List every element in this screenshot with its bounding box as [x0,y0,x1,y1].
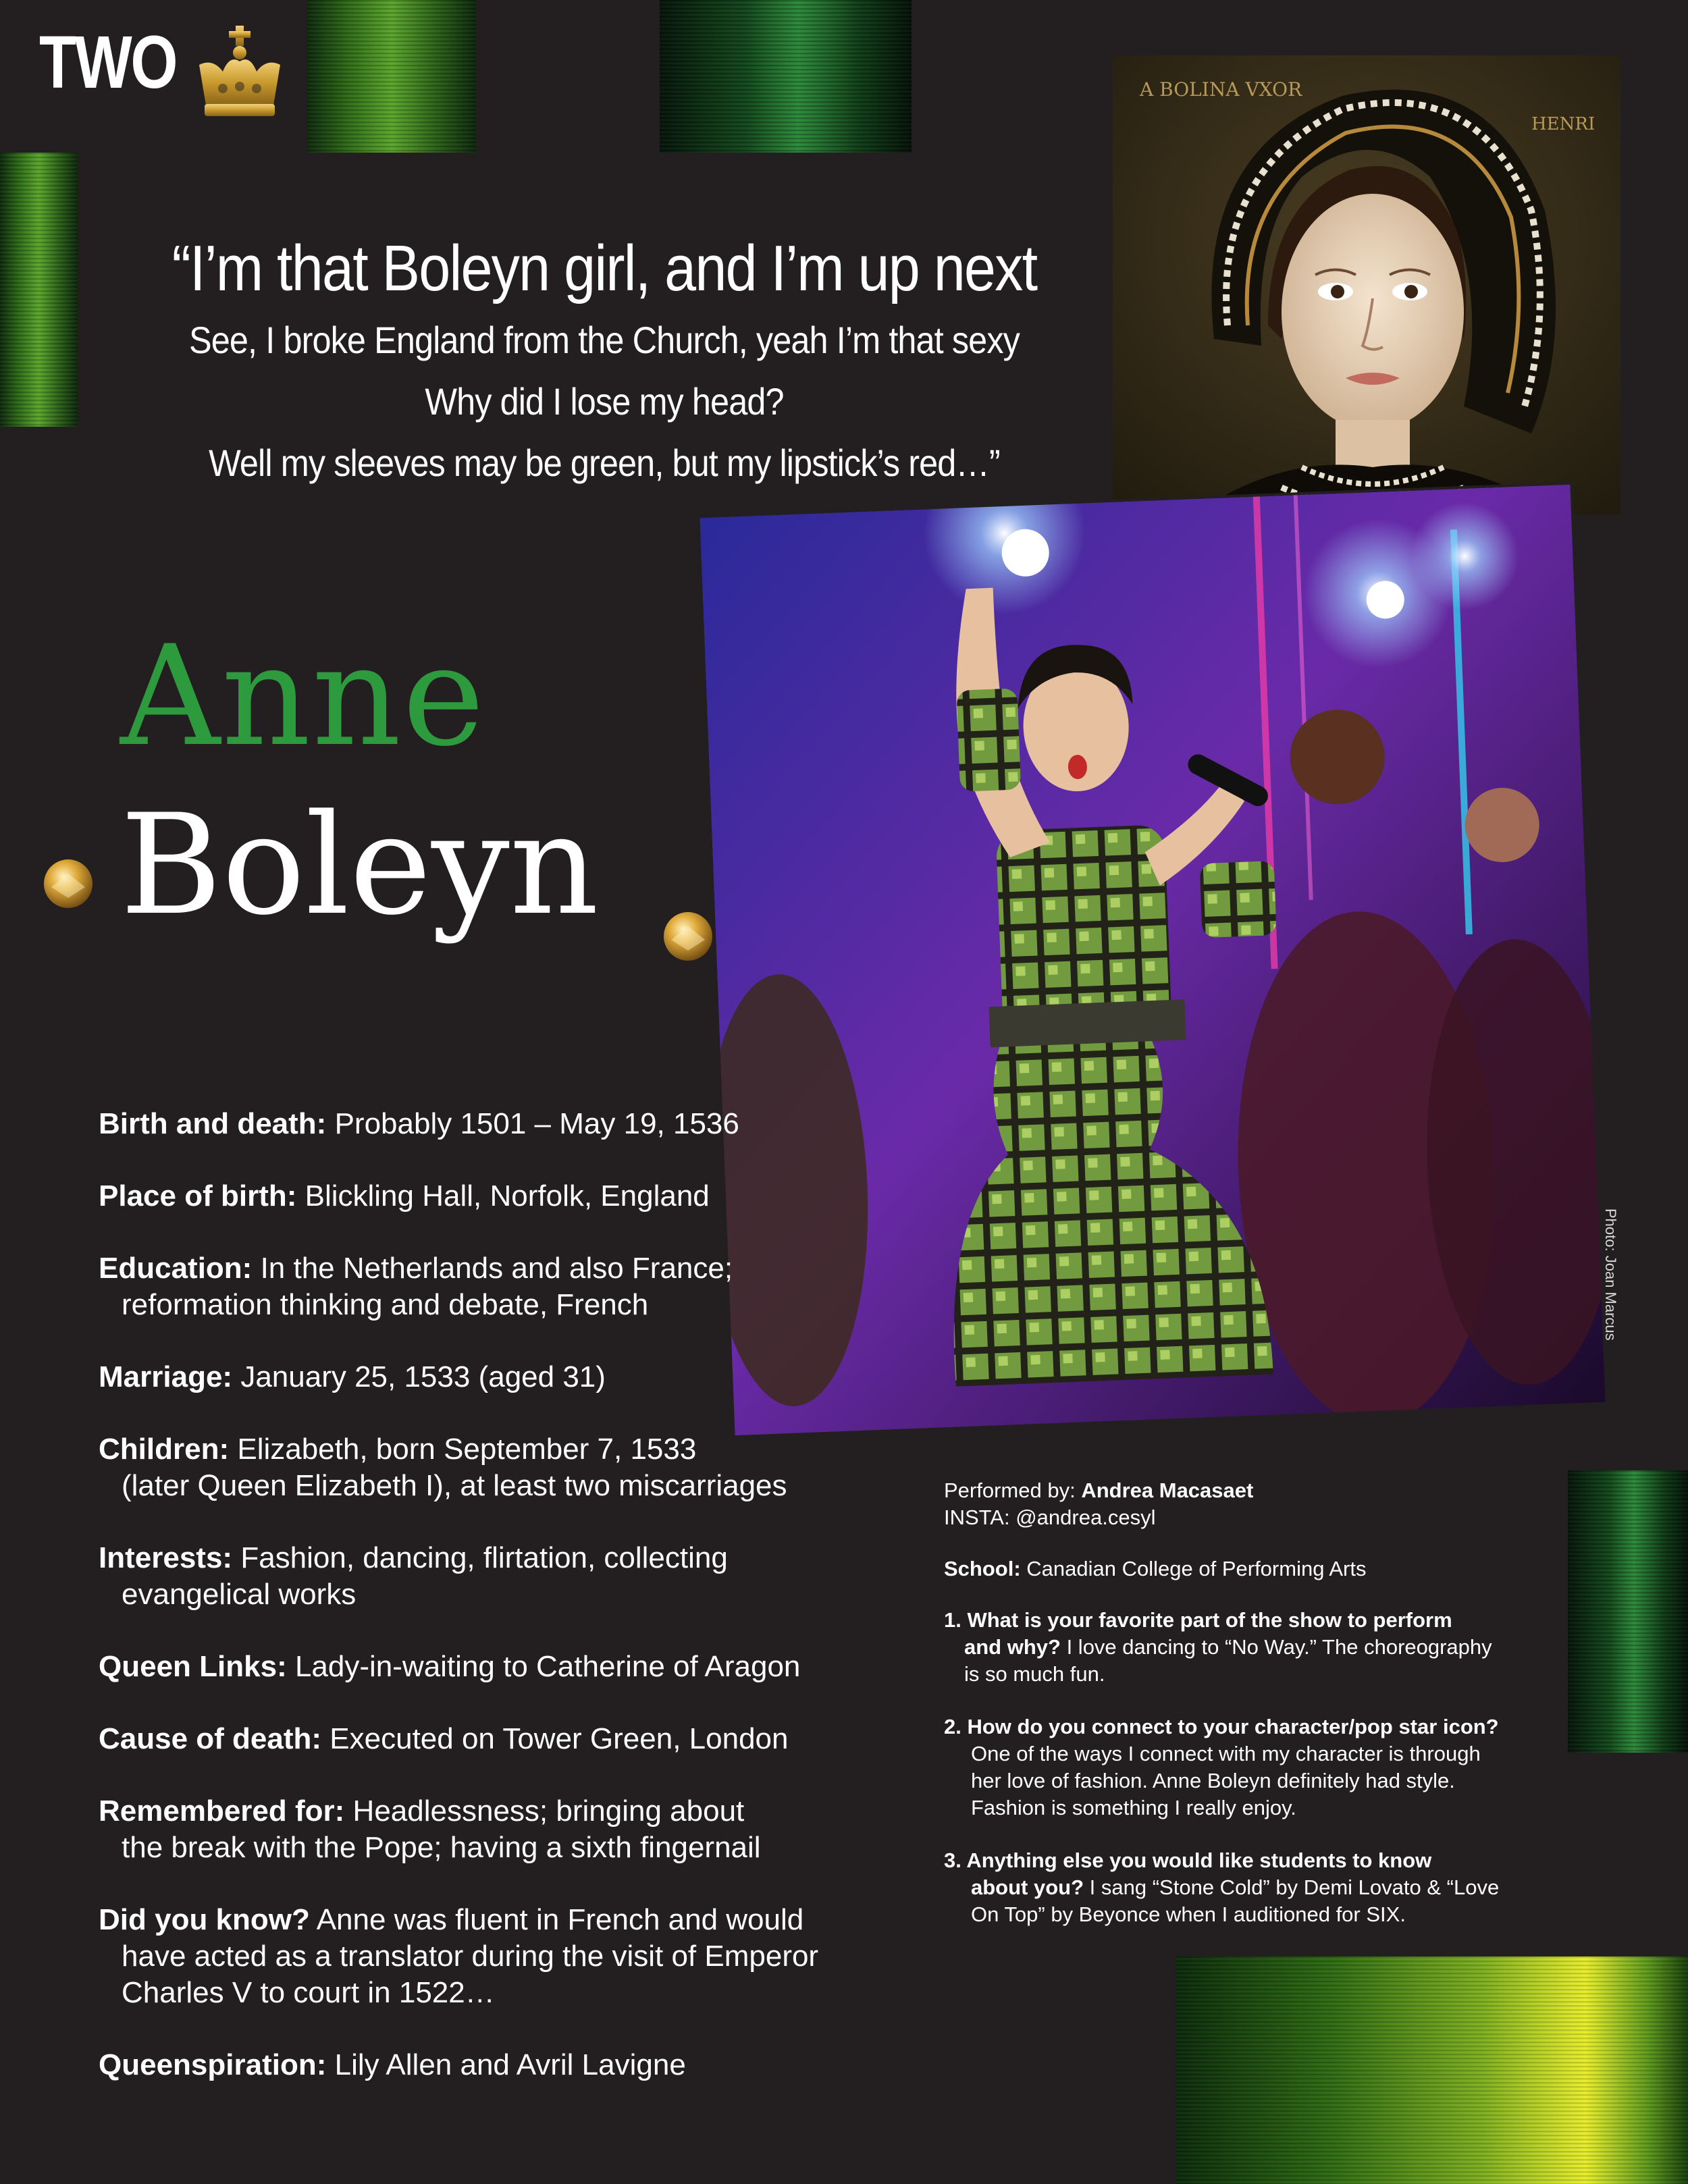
fact-item [99,1721,855,1757]
question-line: 3. Anything else you would like students to know [944,1848,1432,1872]
decor-green-block-bottom-right [1176,1956,1688,2184]
section-label: TWO [39,21,177,104]
fact-item [99,1902,855,2011]
fact-value: Probably 1501 – May 19, 1536 [334,1107,739,1140]
fact-item [99,1106,855,1142]
fact-label: Did you know? [99,1903,310,1936]
decor-green-block-right [1568,1470,1688,1753]
qa-item [944,1847,1538,1928]
fact-item [99,1540,855,1613]
quote-line-4: Well my sleeves may be green, but my lipstick’s red…” [209,442,1000,484]
fact-label: Education: [99,1252,253,1285]
fact-label: Birth and death: [99,1107,327,1140]
fact-item [99,1793,855,1866]
question-line: 2. How do you connect to your character/pop star icon? [944,1715,1499,1738]
answer-text: her love of fashion. Anne Boleyn definitely had style. [971,1769,1455,1792]
answer-text: is so much fun. [964,1662,1105,1686]
gold-gem-icon-right [662,910,714,963]
fact-label: Interests: [99,1541,233,1574]
question-line: about you? [971,1875,1084,1899]
name-first: Anne [120,616,486,777]
quote-line-1: “I’m that Boleyn girl, and I’m up next [172,232,1037,304]
fact-label: Cause of death: [99,1722,322,1755]
qa-item [944,1713,1538,1821]
answer-text: I sang “Stone Cold” by Demi Lovato & “Love [1089,1875,1500,1899]
fact-value: Blickling Hall, Norfolk, England [305,1179,710,1213]
gold-gem-icon-left [42,857,95,910]
school-line [944,1555,1538,1582]
school-label: School: [944,1557,1021,1580]
portrait-inscription-right: HENRI [1531,114,1595,134]
school-name: Canadian College of Performing Arts [1026,1557,1367,1580]
fact-value: Charles V to court in 1522… [122,1976,495,2009]
fact-item [99,1250,855,1323]
performed-by-line [944,1477,1538,1504]
fact-value: Anne was fluent in French and would [316,1903,804,1936]
fact-item [99,1178,855,1215]
fact-item [99,1649,855,1685]
performer-insta: INSTA: @andrea.cesyl [944,1506,1156,1529]
qa-list [944,1607,1538,1928]
fact-value: Lady-in-waiting to Catherine of Aragon [294,1650,801,1683]
decor-green-block-top-2 [660,0,912,153]
portrait-inscription-left: A BOLINA VXOR [1140,78,1302,101]
fact-item [99,2047,855,2083]
name-last: Boleyn [120,785,599,946]
decor-green-block-top-1 [307,0,476,153]
lyric-quote [101,228,1107,494]
fact-label: Remembered for: [99,1794,345,1828]
question-line: 1. What is your favorite part of the show to perform [944,1608,1452,1632]
fact-value: In the Netherlands and also France; [260,1252,733,1285]
fact-value: Elizabeth, born September 7, 1533 [237,1433,697,1466]
fact-value: Executed on Tower Green, London [329,1722,789,1755]
answer-text: On Top” by Beyonce when I auditioned for SIX. [971,1902,1406,1926]
fact-value: have acted as a translator during the visit of Emperor [122,1940,819,1973]
qa-item [944,1607,1538,1688]
decor-green-block-left [0,153,78,427]
performed-by-label: Performed by: [944,1479,1076,1502]
fact-value: Fashion, dancing, flirtation, collecting [240,1541,728,1574]
answer-text: Fashion is something I really enjoy. [971,1796,1296,1819]
question-answer-line [944,1874,1538,1901]
photo-credit: Photo: Joan Marcus [1602,1208,1619,1341]
fact-value: reformation thinking and debate, French [122,1288,649,1321]
fact-value: Headlessness; bringing about [352,1794,745,1828]
question-answer-line [944,1634,1538,1661]
performer-interview [944,1477,1538,1954]
fact-item [99,1431,855,1504]
crown-icon [192,24,287,123]
fact-label: Children: [99,1433,230,1466]
fact-label: Place of birth: [99,1179,297,1213]
portrait-painting [1113,55,1620,514]
fact-label: Marriage: [99,1360,233,1393]
performer-name: Andrea Macasaet [1081,1479,1254,1502]
fact-value: evangelical works [122,1578,357,1611]
fact-value: the break with the Pope; having a sixth fingernail [122,1831,761,1864]
quote-line-2: See, I broke England from the Church, yeah I’m that sexy [189,319,1020,361]
fact-item [99,1359,855,1395]
fact-value: (later Queen Elizabeth I), at least two miscarriages [122,1469,787,1502]
facts-list [99,1106,855,2119]
quote-line-3: Why did I lose my head? [425,380,784,423]
question-line: and why? [964,1635,1061,1659]
answer-text: I love dancing to “No Way.” The choreography [1066,1635,1492,1659]
fact-value: Lily Allen and Avril Lavigne [334,2048,686,2081]
fact-label: Queen Links: [99,1650,287,1683]
fact-label: Queenspiration: [99,2048,327,2081]
fact-value: January 25, 1533 (aged 31) [240,1360,606,1393]
answer-text: One of the ways I connect with my character is through [971,1742,1481,1765]
